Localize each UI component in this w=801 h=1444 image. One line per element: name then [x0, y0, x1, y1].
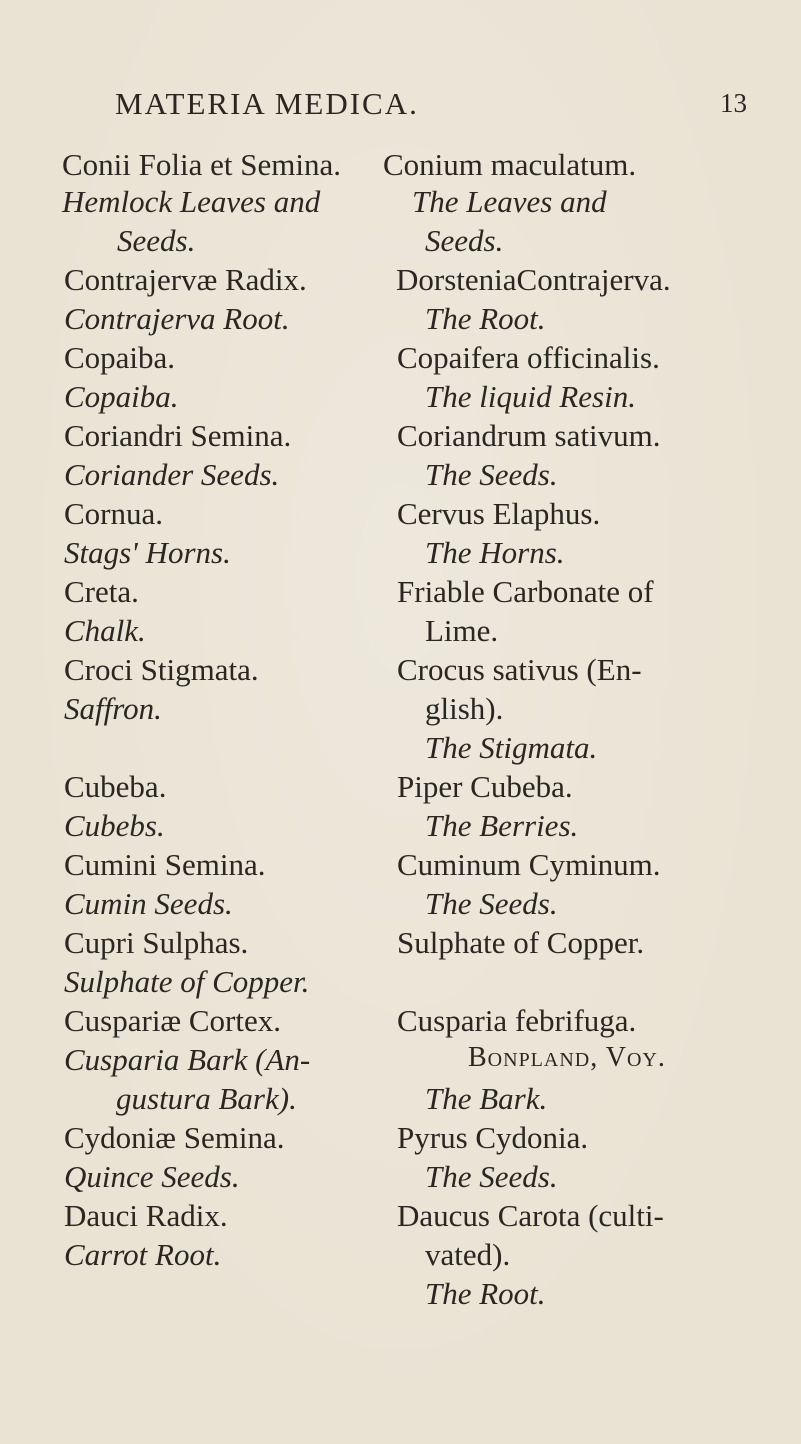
right-entry-botanical: Conium maculatum.: [383, 147, 637, 182]
left-entry-latin: Contrajervæ Radix.: [64, 262, 307, 297]
left-entry-english: Hemlock Leaves and: [62, 184, 321, 219]
right-entry-part: The liquid Resin.: [425, 379, 636, 414]
running-header: [0, 86, 801, 126]
left-entry-english: Carrot Root.: [64, 1237, 222, 1272]
right-entry-botanical: Sulphate of Copper.: [397, 925, 645, 960]
left-entry-latin: Croci Stigmata.: [64, 652, 259, 687]
running-title: MATERIA MEDICA.: [115, 86, 419, 121]
right-entry-botanical: glish).: [425, 691, 504, 726]
left-entry-english: Saffron.: [64, 691, 162, 726]
left-entry-english: Coriander Seeds.: [64, 457, 280, 492]
left-entry-english: Stags' Horns.: [64, 535, 231, 570]
left-entry-english: Cumin Seeds.: [64, 886, 233, 921]
right-entry-part: The Seeds.: [425, 1159, 558, 1194]
right-entry-botanical: Cervus Elaphus.: [397, 496, 601, 531]
left-entry-english: Copaiba.: [64, 379, 179, 414]
left-entry-latin: Cupri Sulphas.: [64, 925, 249, 960]
left-entry-latin: Dauci Radix.: [64, 1198, 228, 1233]
left-entry-latin: Cornua.: [64, 496, 164, 531]
right-entry-botanical: Daucus Carota (culti-: [397, 1198, 664, 1233]
right-entry-botanical: Cuminum Cyminum.: [397, 847, 661, 882]
right-entry-part: The Stigmata.: [425, 730, 598, 765]
right-entry-part: The Seeds.: [425, 886, 558, 921]
right-entry-part: The Leaves and: [412, 184, 607, 219]
left-entry-english: Quince Seeds.: [64, 1159, 240, 1194]
left-entry-latin: Cydoniæ Semina.: [64, 1120, 285, 1155]
right-entry-botanical: Friable Carbonate of: [397, 574, 654, 609]
left-entry-latin: Cuspariæ Cortex.: [64, 1003, 281, 1038]
right-entry-authority: Bonpland, Voy.: [468, 1042, 666, 1073]
right-entry-botanical: Copaifera officinalis.: [397, 340, 660, 375]
right-entry-part: The Horns.: [425, 535, 565, 570]
right-entry-part: Seeds.: [425, 223, 504, 258]
left-entry-latin: Coriandri Semina.: [64, 418, 292, 453]
left-entry-english: Cusparia Bark (An-: [64, 1042, 311, 1077]
left-entry-english: gustura Bark).: [116, 1081, 297, 1116]
right-entry-botanical: Coriandrum sativum.: [397, 418, 661, 453]
right-entry-part: The Berries.: [425, 808, 579, 843]
page-number: 13: [720, 88, 747, 118]
left-entry-latin: Conii Folia et Semina.: [62, 147, 341, 182]
right-entry-botanical: vated).: [425, 1237, 511, 1272]
right-entry-part: The Seeds.: [425, 457, 558, 492]
left-entry-english: Cubebs.: [64, 808, 165, 843]
left-entry-latin: Cubeba.: [64, 769, 167, 804]
right-entry-botanical: Cusparia febrifuga.: [397, 1003, 637, 1038]
left-entry-latin: Creta.: [64, 574, 139, 609]
left-entry-english: Sulphate of Copper.: [64, 964, 310, 999]
left-entry-latin: Cumini Semina.: [64, 847, 266, 882]
right-entry-part: The Root.: [425, 1276, 546, 1311]
right-entry-botanical: DorsteniaContrajerva.: [396, 262, 671, 297]
right-entry-part: Lime.: [425, 613, 499, 648]
left-entry-english: Seeds.: [117, 223, 196, 258]
right-entry-botanical: Pyrus Cydonia.: [397, 1120, 589, 1155]
right-entry-botanical: Piper Cubeba.: [397, 769, 573, 804]
left-entry-english: Chalk.: [64, 613, 146, 648]
right-entry-part: The Root.: [425, 301, 546, 336]
right-entry-part: The Bark.: [425, 1081, 548, 1116]
right-entry-botanical: Crocus sativus (En-: [397, 652, 642, 687]
left-entry-english: Contrajerva Root.: [64, 301, 290, 336]
left-entry-latin: Copaiba.: [64, 340, 176, 375]
